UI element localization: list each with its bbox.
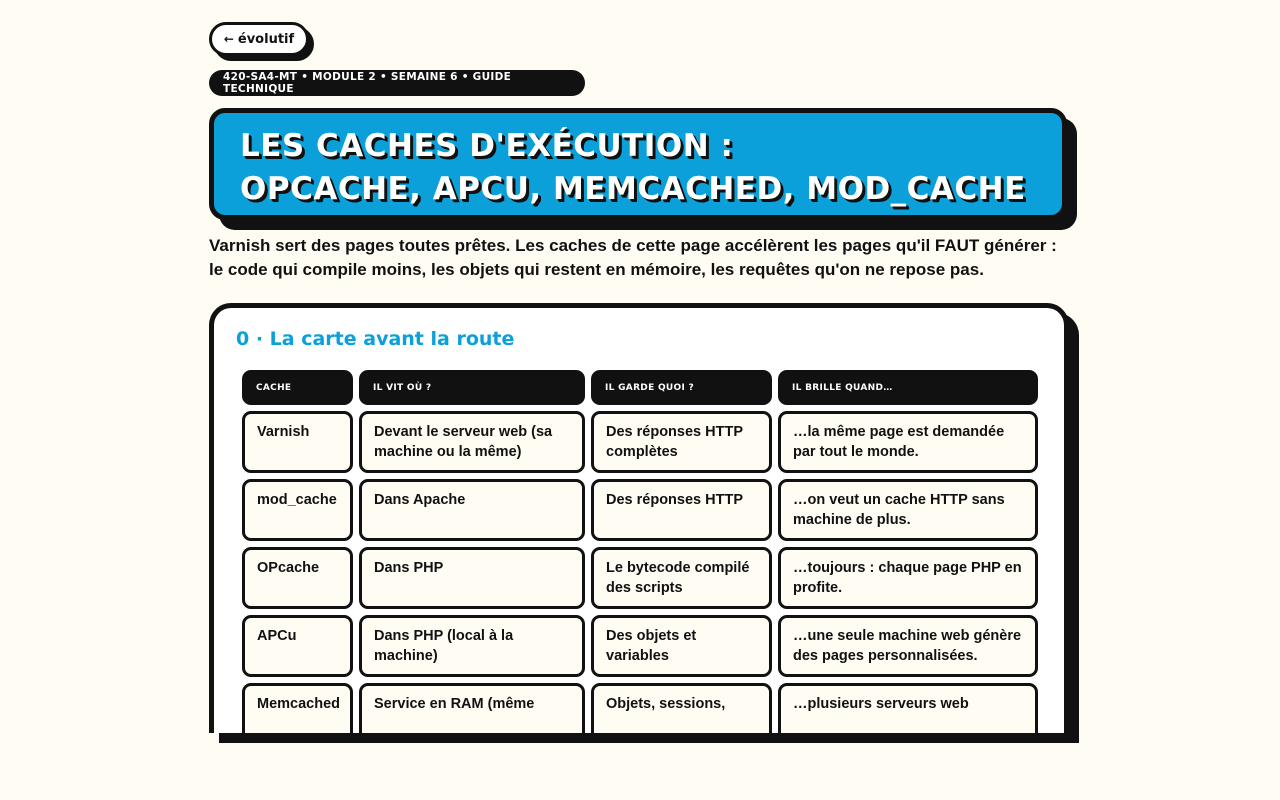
table-cell: Des réponses HTTP: [591, 479, 772, 541]
table-cell: Varnish: [242, 411, 353, 473]
table-cell: Des objets et variables: [591, 615, 772, 677]
content-card: [209, 303, 1069, 733]
table-cell: Service en RAM (même: [359, 683, 585, 733]
page-title: [240, 125, 1062, 211]
table-header-cache: CACHE: [242, 370, 353, 405]
page-title-line-1: LES CACHES D'EXÉCUTION :: [240, 128, 734, 164]
table-header-content: IL GARDE QUOI ?: [591, 370, 772, 405]
hero-banner: [209, 108, 1067, 220]
intro-text: Varnish sert des pages toutes prêtes. Les caches de cette page accélèrent les pages qu'il FAUT générer : le code qui compile moins, les objets qui restent en mémoire, les requêtes qu'on ne repose pas.: [209, 236, 1057, 279]
table-cell: Memcached: [242, 683, 353, 733]
breadcrumb: 420-SA4-MT • MODULE 2 • SEMAINE 6 • GUIDE TECHNIQUE: [209, 70, 585, 96]
table-cell: …toujours : chaque page PHP en profite.: [778, 547, 1038, 609]
table-cell: …la même page est demandée par tout le monde.: [778, 411, 1038, 473]
table-cell: mod_cache: [242, 479, 353, 541]
back-button-label: évolutif: [237, 31, 295, 47]
table-header-usecase: IL BRILLE QUAND…: [778, 370, 1038, 405]
table-cell: Dans PHP (local à la machine): [359, 615, 585, 677]
table-cell: Des réponses HTTP complètes: [591, 411, 772, 473]
cache-table: [242, 370, 1038, 733]
page-title-line-2: OPCACHE, APCU, MEMCACHED, MOD_CACHE: [240, 171, 1026, 207]
table-cell: Dans PHP: [359, 547, 585, 609]
table-cell: …une seule machine web génère des pages personnalisées.: [778, 615, 1038, 677]
back-button[interactable]: [209, 22, 309, 56]
table-header-location: IL VIT OÙ ?: [359, 370, 585, 405]
table-cell: OPcache: [242, 547, 353, 609]
table-cell: …plusieurs serveurs web: [778, 683, 1038, 733]
table-cell: Le bytecode compilé des scripts: [591, 547, 772, 609]
section-title: 0 · La carte avant la route: [236, 328, 515, 350]
table-cell: Objets, sessions,: [591, 683, 772, 733]
arrow-left-icon: ←: [223, 32, 234, 46]
table-cell: Devant le serveur web (sa machine ou la même): [359, 411, 585, 473]
table-cell: Dans Apache: [359, 479, 585, 541]
table-cell: …on veut un cache HTTP sans machine de plus.: [778, 479, 1038, 541]
table-cell: APCu: [242, 615, 353, 677]
